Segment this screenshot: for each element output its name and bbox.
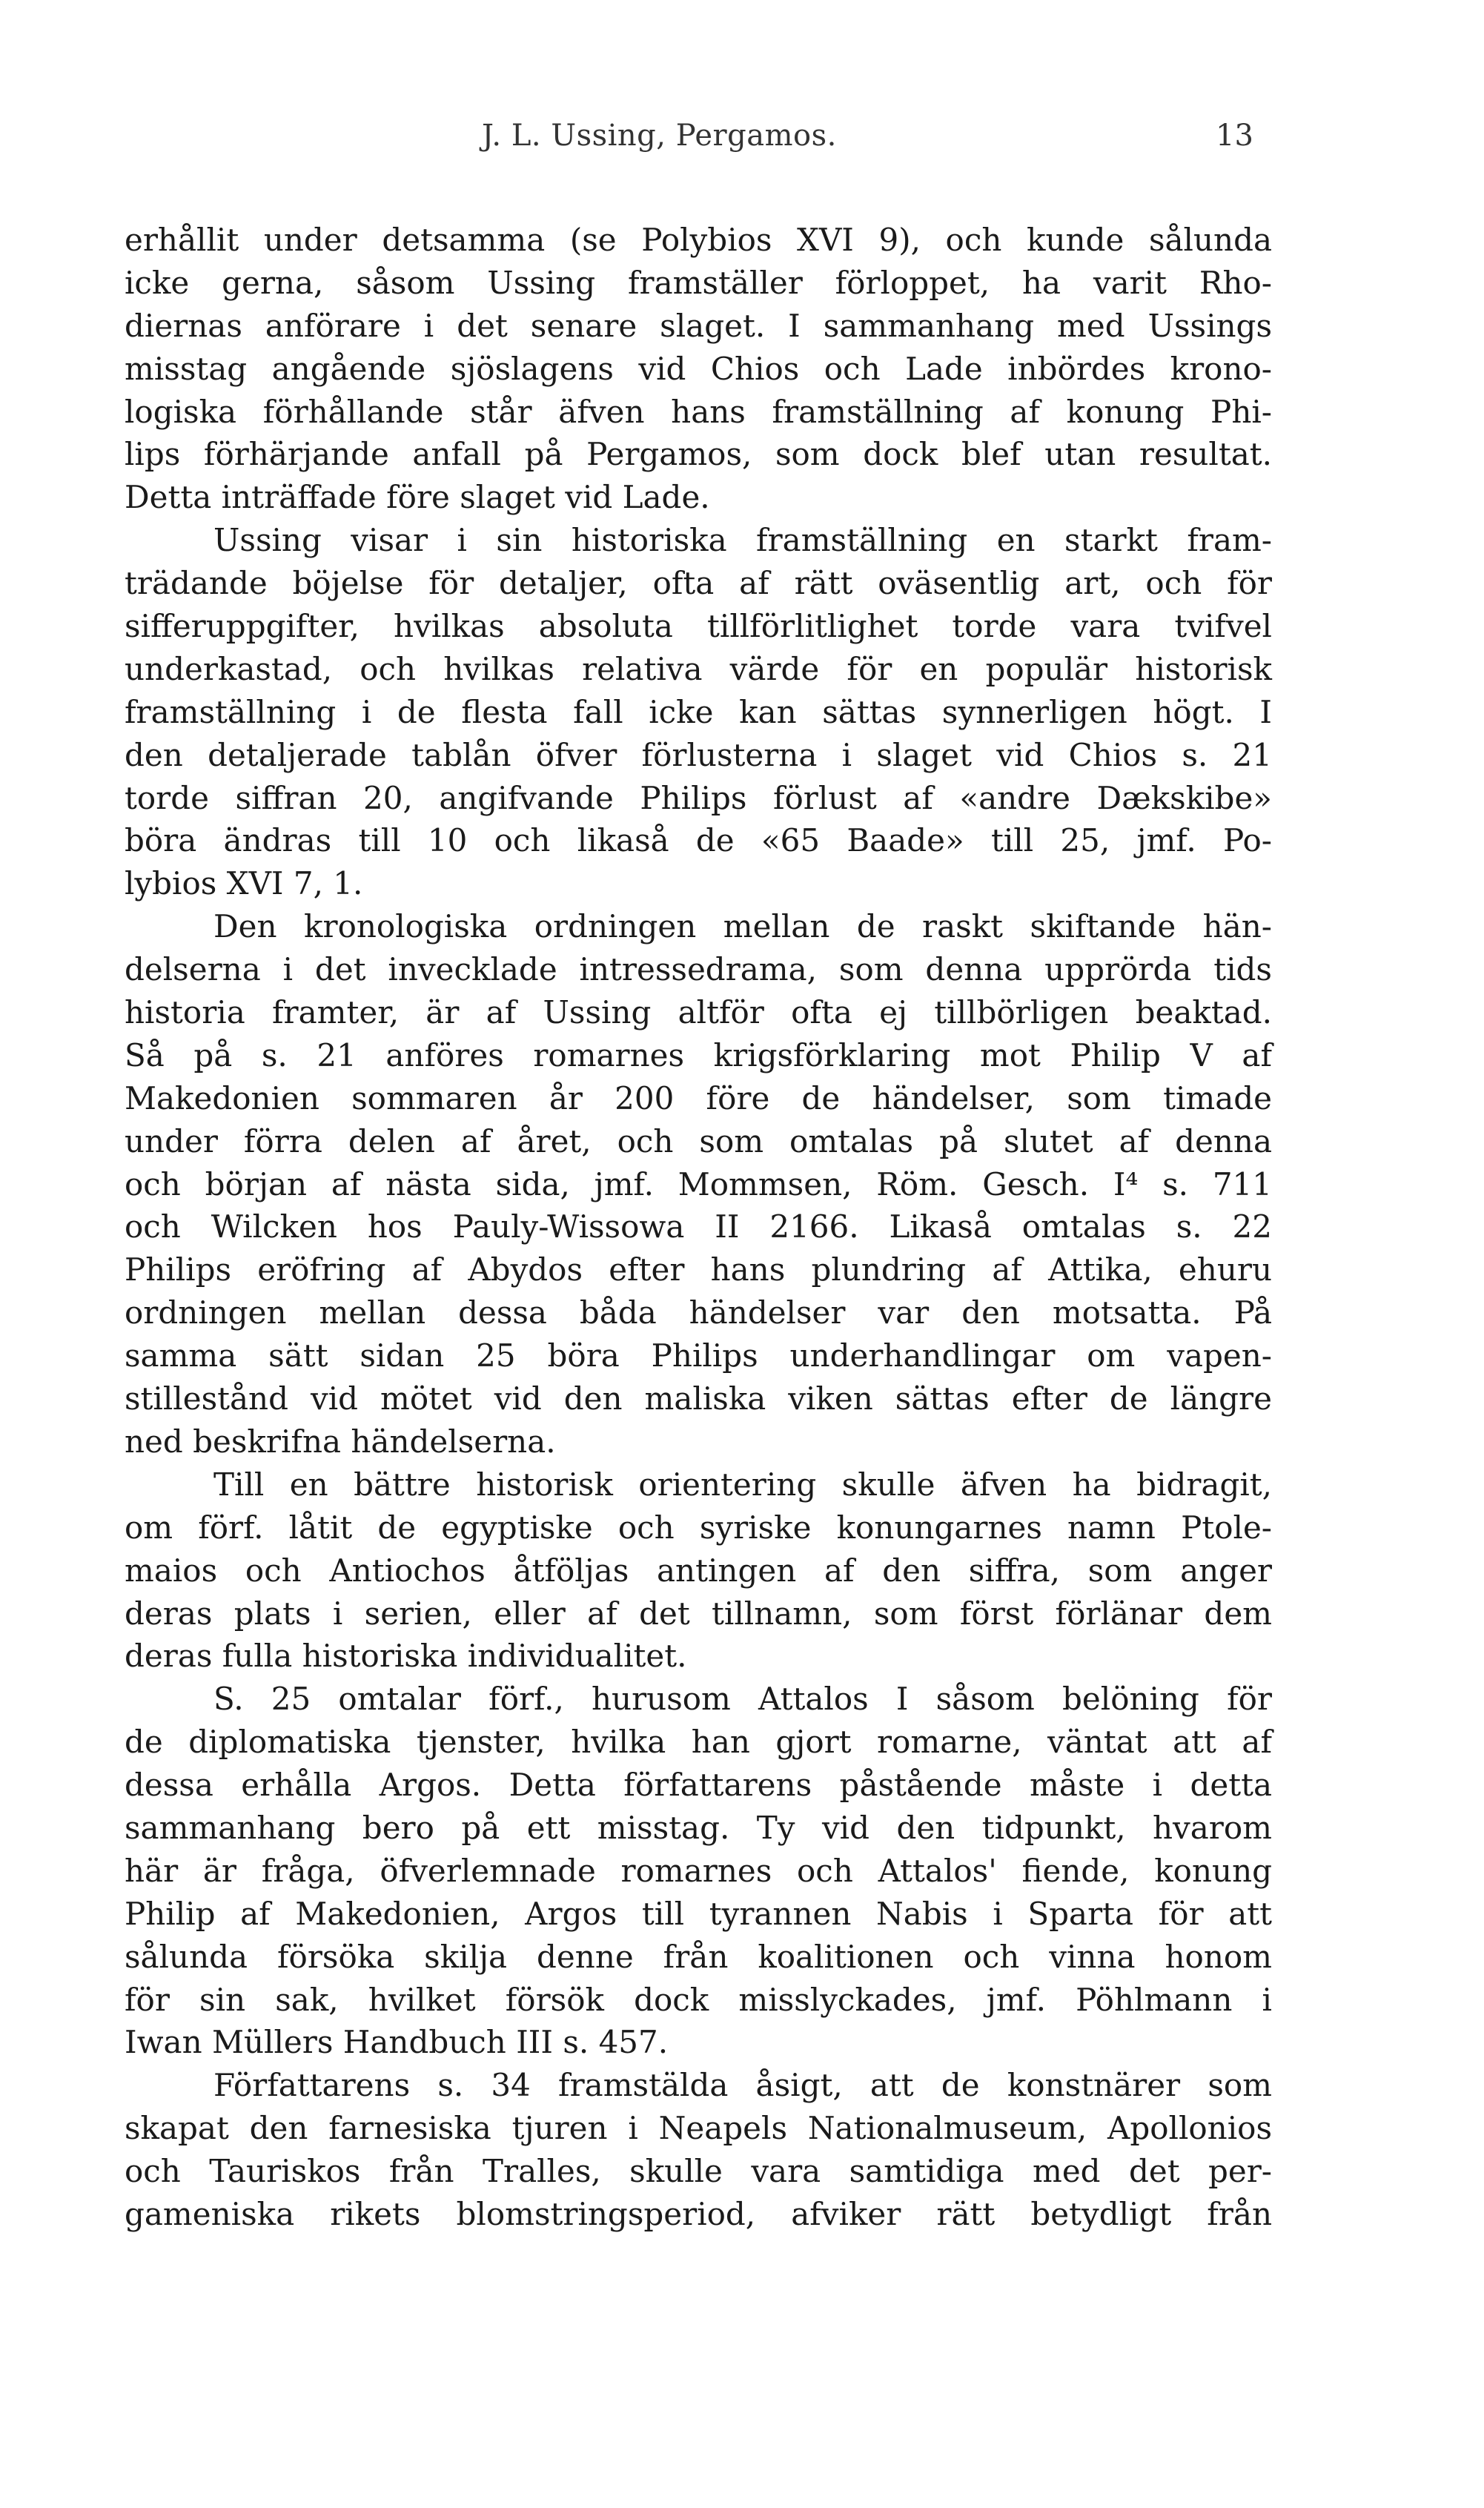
text-line: delserna i det invecklade intressedrama, som denna upprörda tids xyxy=(125,951,1272,988)
running-head-title: J. L. Ussing, Pergamos. xyxy=(482,119,837,153)
text-line: maios och Antiochos åtföljas antingen af den siffra, som anger xyxy=(125,1552,1272,1589)
text-line: samma sätt sidan 25 böra Philips underhandlingar om vapen- xyxy=(125,1337,1272,1374)
text-line: Philips eröfring af Abydos efter hans plundring af Attika, ehuru xyxy=(125,1251,1272,1288)
text-line: de diplomatiska tjenster, hvilka han gjort romarne, väntat att af xyxy=(125,1724,1272,1761)
text-line: böra ändras till 10 och likaså de «65 Baade» till 25, jmf. Po- xyxy=(125,822,1272,859)
text-line: erhållit under detsamma (se Polybios XVI 9), och kunde sålunda xyxy=(125,222,1272,258)
text-line: sammanhang bero på ett misstag. Ty vid den tidpunkt, hvarom xyxy=(125,1809,1272,1846)
text-line: Makedonien sommaren år 200 före de händelser, som timade xyxy=(125,1079,1272,1116)
text-line: för sin sak, hvilket försök dock misslyckades, jmf. Pöhlmann i xyxy=(125,1981,1272,2018)
running-head xyxy=(0,119,1364,163)
body-text xyxy=(125,219,1272,2236)
text-line: under förra delen af året, och som omtalas på slutet af denna xyxy=(125,1122,1272,1159)
text-line: ned beskrifna händelserna. xyxy=(125,1423,556,1460)
text-line: Iwan Müllers Handbuch III s. 457. xyxy=(125,2024,669,2061)
text-line: trädande böjelse för detaljer, ofta af rätt oväsentlig art, och för xyxy=(125,565,1272,602)
text-line: S. 25 omtalar förf., hurusom Attalos I såsom belöning för xyxy=(213,1681,1272,1718)
text-line: skapat den farnesiska tjuren i Neapels Nationalmuseum, Apollonios xyxy=(125,2110,1272,2147)
text-line: Philip af Makedonien, Argos till tyrannen Nabis i Sparta för att xyxy=(125,1895,1272,1932)
text-line: dessa erhålla Argos. Detta författarens påstående måste i detta xyxy=(125,1767,1272,1804)
text-line: Till en bättre historisk orientering skulle äfven ha bidragit, xyxy=(213,1466,1272,1503)
text-line: ordningen mellan dessa båda händelser var den motsatta. På xyxy=(125,1294,1272,1331)
text-line: Detta inträffade före slaget vid Lade. xyxy=(125,479,710,516)
text-line: deras fulla historiska individualitet. xyxy=(125,1638,687,1675)
text-line: Författarens s. 34 framstälda åsigt, att de konstnärer som xyxy=(213,2067,1272,2104)
text-line: sifferuppgifter, hvilkas absoluta tillförlitlighet torde vara tvifvel xyxy=(125,608,1272,645)
text-line: icke gerna, såsom Ussing framställer förloppet, ha varit Rho- xyxy=(125,264,1272,301)
text-line: torde siffran 20, angifvande Philips förlust af «andre Dækskibe» xyxy=(125,779,1272,816)
text-line: om förf. låtit de egyptiske och syriske konungarnes namn Ptole- xyxy=(125,1509,1272,1546)
text-line: sålunda försöka skilja denne från koalitionen och vinna honom xyxy=(125,1938,1272,1975)
text-line: och Wilcken hos Pauly-Wissowa II 2166. Likaså omtalas s. 22 xyxy=(125,1208,1272,1245)
text-line: lips förhärjande anfall på Pergamos, som dock blef utan resultat. xyxy=(125,436,1272,473)
text-line: historia framter, är af Ussing altför ofta ej tillbörligen beaktad. xyxy=(125,994,1272,1031)
text-line: den detaljerade tablån öfver förlusterna i slaget vid Chios s. 21 xyxy=(125,736,1272,773)
text-line: logiska förhållande står äfven hans framställning af konung Phi- xyxy=(125,393,1272,430)
text-line: Så på s. 21 anföres romarnes krigsförklaring mot Philip V af xyxy=(125,1036,1272,1073)
text-line: och Tauriskos från Tralles, skulle vara samtidiga med det per- xyxy=(125,2153,1272,2190)
text-line: här är fråga, öfverlemnade romarnes och Attalos' fiende, konung xyxy=(125,1852,1272,1889)
text-line: underkastad, och hvilkas relativa värde för en populär historisk xyxy=(125,650,1272,687)
text-line: Ussing visar i sin historiska framställning en starkt fram- xyxy=(213,522,1272,559)
text-line: framställning i de flesta fall icke kan sättas synnerligen högt. I xyxy=(125,693,1272,730)
text-line: och början af nästa sida, jmf. Mommsen, Röm. Gesch. I⁴ s. 711 xyxy=(125,1165,1272,1202)
text-line: deras plats i serien, eller af det tillnamn, som först förlänar dem xyxy=(125,1595,1272,1632)
text-line: diernas anförare i det senare slaget. I sammanhang med Ussings xyxy=(125,307,1272,344)
text-line: Den kronologiska ordningen mellan de raskt skiftande hän- xyxy=(213,908,1272,945)
text-line: gameniska rikets blomstringsperiod, afviker rätt betydligt från xyxy=(125,2195,1272,2232)
text-line: lybios XVI 7, 1. xyxy=(125,865,363,902)
page-number: 13 xyxy=(1216,119,1253,153)
text-line: misstag angående sjöslagens vid Chios och Lade inbördes krono- xyxy=(125,350,1272,387)
text-line: stillestånd vid mötet vid den maliska viken sättas efter de längre xyxy=(125,1380,1272,1417)
